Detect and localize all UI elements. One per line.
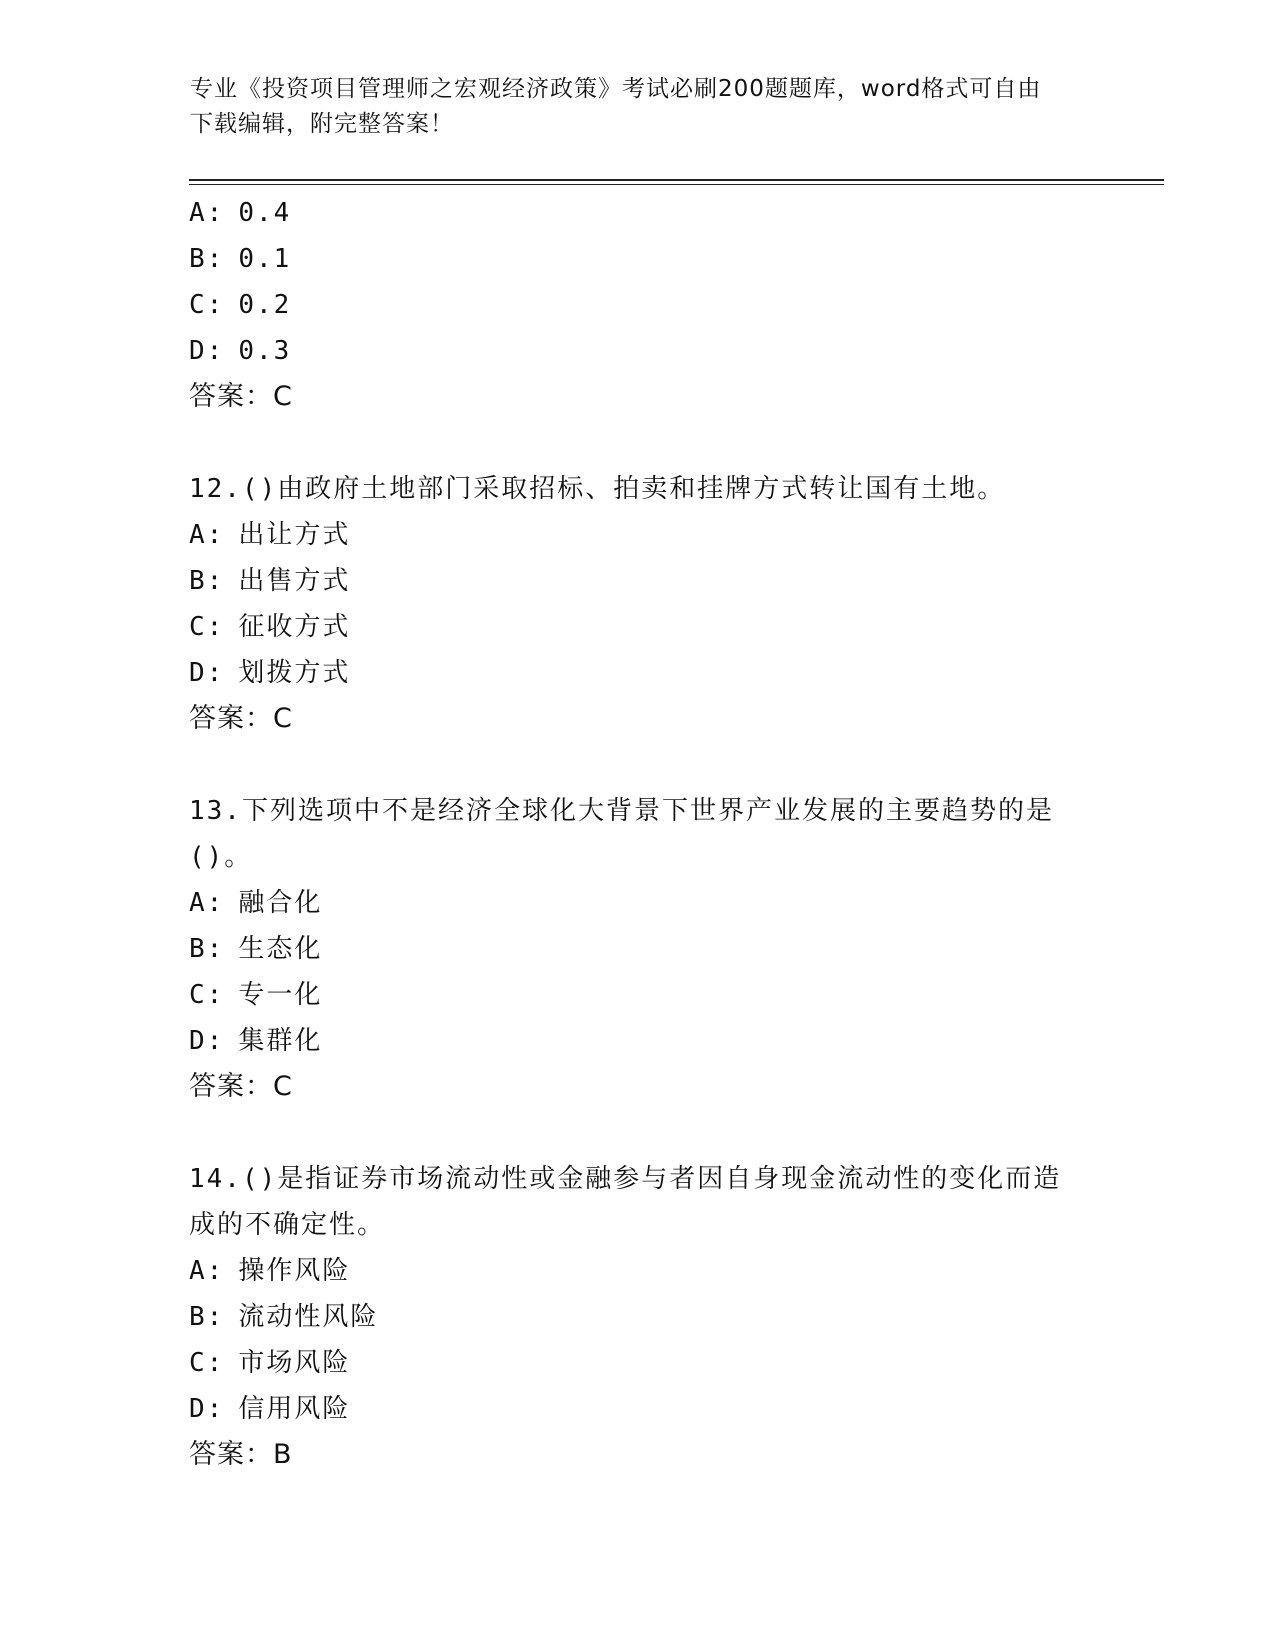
question-11	[189, 190, 1089, 420]
header-divider-thick	[189, 179, 1164, 181]
header-line-2: 下载编辑，附完整答案！	[190, 111, 454, 137]
option-text: 流动性风险	[238, 1302, 379, 1332]
answer-line: 答案：C	[189, 703, 293, 734]
question-title-line-1: 13.下列选项中不是经济全球化大背景下世界产业发展的主要趋势的是	[189, 796, 1054, 826]
answer-line: 答案：B	[189, 1439, 293, 1470]
question-13	[189, 788, 1089, 1110]
option-letter: B:	[189, 566, 225, 596]
option-letter: C:	[189, 290, 225, 320]
option-letter: B:	[189, 934, 225, 964]
option-text: 征收方式	[238, 612, 351, 642]
option-text: 融合化	[238, 888, 323, 918]
option-letter: D:	[189, 336, 225, 366]
option-text: 生态化	[238, 934, 323, 964]
header-line-1: 专业《投资项目管理师之宏观经济政策》考试必刷200题题库，word格式可自由	[190, 76, 1042, 102]
answer-line: 答案：C	[189, 1071, 293, 1102]
option-letter: B:	[189, 1302, 225, 1332]
option-letter: C:	[189, 1348, 225, 1378]
option-text: 专一化	[238, 980, 323, 1010]
option-letter: A:	[189, 198, 225, 228]
option-a	[189, 512, 1089, 558]
option-text: 集群化	[238, 1026, 323, 1056]
option-letter: D:	[189, 658, 225, 688]
option-letter: C:	[189, 612, 225, 642]
option-text: 0.4	[238, 198, 292, 228]
option-c	[189, 604, 1089, 650]
question-title-line-2: ()。	[189, 842, 253, 872]
answer-line: 答案：C	[189, 381, 293, 412]
option-c	[189, 282, 1089, 328]
option-text: 划拨方式	[238, 658, 351, 688]
option-text: 出售方式	[238, 566, 351, 596]
header-divider-thin	[189, 184, 1164, 185]
question-14	[189, 1156, 1089, 1478]
question-title-line-2: 成的不确定性。	[189, 1210, 386, 1240]
option-a	[189, 880, 1089, 926]
option-text: 市场风险	[238, 1348, 351, 1378]
option-letter: B:	[189, 244, 225, 274]
question-list	[189, 190, 1089, 1478]
question-title: 12.()由政府土地部门采取招标、拍卖和挂牌方式转让国有土地。	[189, 474, 1006, 504]
option-text: 0.2	[238, 290, 292, 320]
spacer	[189, 742, 1089, 788]
option-text: 0.3	[238, 336, 292, 366]
option-a	[189, 1248, 1089, 1294]
spacer	[189, 420, 1089, 466]
option-letter: C:	[189, 980, 225, 1010]
option-text: 出让方式	[238, 520, 351, 550]
option-b	[189, 926, 1089, 972]
option-letter: D:	[189, 1394, 225, 1424]
document-header	[190, 72, 1090, 142]
option-d	[189, 650, 1089, 696]
option-b	[189, 1294, 1089, 1340]
option-b	[189, 236, 1089, 282]
option-letter: D:	[189, 1026, 225, 1056]
option-c	[189, 1340, 1089, 1386]
option-letter: A:	[189, 888, 225, 918]
option-letter: A:	[189, 1256, 225, 1286]
option-d	[189, 328, 1089, 374]
question-12	[189, 466, 1089, 742]
option-b	[189, 558, 1089, 604]
option-a	[189, 190, 1089, 236]
option-letter: A:	[189, 520, 225, 550]
option-text: 0.1	[238, 244, 292, 274]
option-c	[189, 972, 1089, 1018]
spacer	[189, 1110, 1089, 1156]
option-d	[189, 1386, 1089, 1432]
option-text: 信用风险	[238, 1394, 351, 1424]
question-title-line-1: 14.()是指证券市场流动性或金融参与者因自身现金流动性的变化而造	[189, 1164, 1062, 1194]
option-d	[189, 1018, 1089, 1064]
option-text: 操作风险	[238, 1256, 351, 1286]
